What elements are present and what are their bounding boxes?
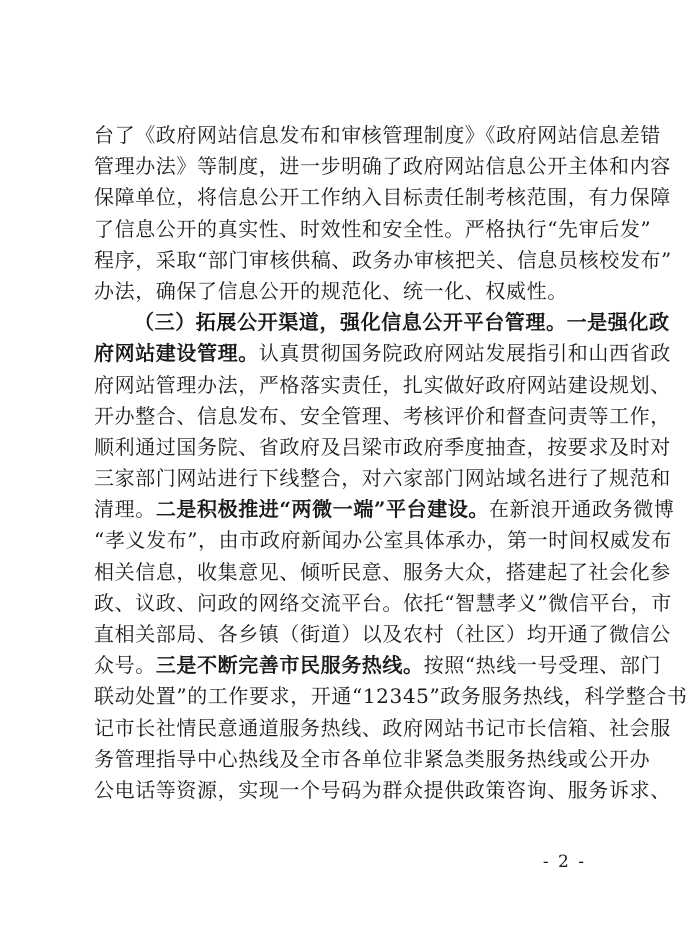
text-line: [94, 557, 671, 588]
text-run: 保障单位，将信息公开工作纳入目标责任制考核范围，有力保障: [94, 185, 671, 210]
subheading-run: 二是积极推进“两微一端”平台建设。: [155, 497, 490, 522]
text-run: 务管理指导中心热线及全市各单位非紧急类服务热线或公开办: [94, 746, 651, 771]
text-line: [94, 370, 671, 401]
text-run: 众号。: [94, 653, 156, 678]
text-run: 认真贯彻国务院政府网站发展指引和山西省政: [258, 341, 671, 366]
text-run: 顺利通过国务院、省政府及吕梁市政府季度抽查，按要求及时对: [94, 434, 671, 459]
text-run: 开办整合、信息发布、安全管理、考核评价和督查问责等工作，: [94, 403, 671, 428]
text-run: 公电话等资源，实现一个号码为群众提供政策咨询、服务诉求、: [94, 777, 671, 802]
text-run: 联动处置”的工作要求，开通“12345”政务服务热线，科学整合书: [94, 684, 688, 709]
text-run: 府网站管理办法，严格落实责任，扎实做好政府网站建设规划、: [94, 372, 671, 397]
text-line: [94, 338, 671, 369]
text-run: 相关信息，收集意见、倾听民意、服务大众，搭建起了社会化参: [94, 559, 671, 584]
section-heading: （三）拓展公开渠道，强化信息公开平台管理。一是强化政: [134, 310, 670, 335]
body-text: [94, 120, 688, 806]
text-run: 程序，采取“部门审核供稿、政务办审核把关、信息员核校发布”: [94, 247, 672, 272]
text-line: [94, 681, 688, 712]
text-line: [94, 713, 671, 744]
page-number: - 2 -: [542, 852, 586, 872]
text-run: 政、议政、问政的网络交流平台。依托“智慧孝义”微信平台，市: [94, 590, 672, 615]
text-line: [94, 744, 651, 775]
text-line: [94, 401, 671, 432]
text-line: [94, 182, 671, 213]
text-run: 记市长社情民意通道服务热线、政府网站书记市长信箱、社会服: [94, 715, 671, 740]
text-run: 办法，确保了信息公开的规范化、统一化、权威性。: [94, 278, 568, 303]
text-run: 直相关部局、各乡镇（街道）以及农村（社区）均开通了微信公: [94, 622, 671, 646]
section-heading-line: [94, 307, 670, 338]
text-line: [94, 463, 671, 494]
subheading-run: 三是不断完善市民服务热线。: [155, 653, 424, 678]
text-line: [94, 120, 661, 151]
text-line: [94, 245, 672, 276]
subheading-run: 府网站建设管理。: [94, 341, 259, 366]
text-line: [94, 214, 652, 245]
text-run: 在新浪开通政务微博: [489, 497, 675, 522]
text-line: [94, 775, 671, 806]
text-run: 按照“热线一号受理、部门: [423, 653, 662, 678]
text-line: [94, 525, 672, 556]
text-line: [94, 432, 671, 463]
text-line: [94, 588, 672, 619]
text-run: 管理办法》等制度，进一步明确了政府网站信息公开主体和内容: [94, 154, 671, 179]
text-line: [94, 619, 671, 650]
text-line: [94, 494, 675, 525]
text-run: 了信息公开的真实性、时效性和安全性。严格执行“先审后发”: [94, 216, 652, 241]
text-line: [94, 650, 662, 681]
text-run: “孝义发布”，由市政府新闻办公室具体承办，第一时间权威发布: [94, 528, 672, 553]
text-line: [94, 151, 671, 182]
text-run: 台了《政府网站信息发布和审核管理制度》《政府网站信息差错: [94, 123, 661, 147]
text-line: [94, 276, 574, 307]
text-run: 清理。: [94, 497, 156, 522]
text-run: 三家部门网站进行下线整合，对六家部门网站域名进行了规范和: [94, 466, 671, 491]
